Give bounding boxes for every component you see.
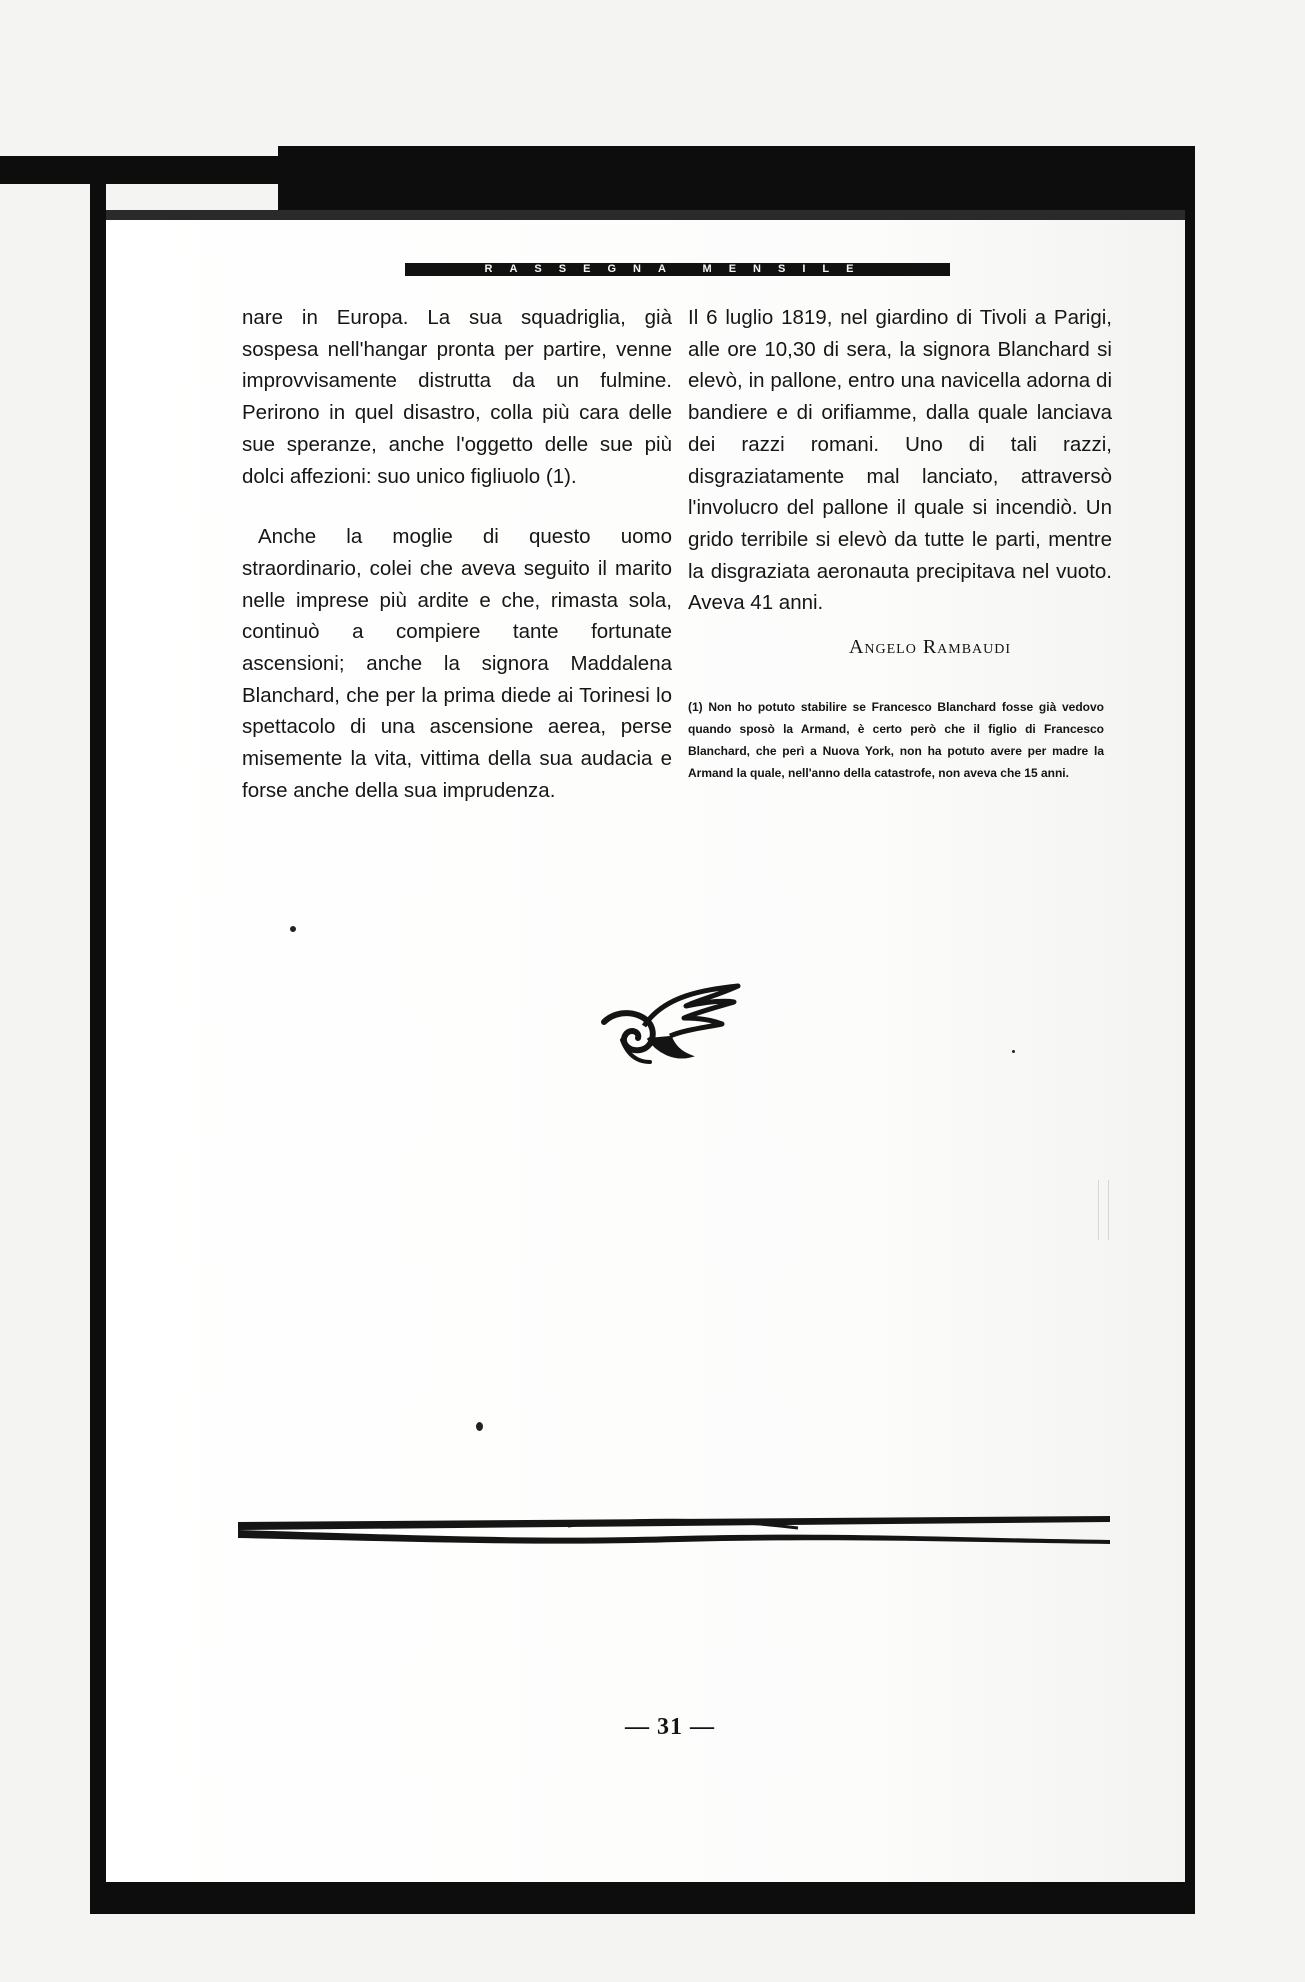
winged-flame-ornament-icon bbox=[598, 978, 746, 1068]
decorative-rule bbox=[238, 1512, 1110, 1548]
scan-speck bbox=[476, 1422, 483, 1431]
running-header: RASSEGNA MENSILE bbox=[405, 263, 950, 276]
scan-frame-left bbox=[90, 184, 106, 1914]
scan-frame-top-thin bbox=[0, 170, 278, 184]
left-paragraph-2: Anche la moglie di questo uomo straordinario, colei che aveva seguito il marito nelle imprese più ardite e che, rimasta sola, continuò a compiere tante fortunate ascensioni; anche la signora Maddalena Blanchard, che per la prima diede ai Torinesi lo spettacolo di una ascensione aerea, perse misemente la vita, vittima della sua audacia e forse anche della sua imprudenza. bbox=[242, 525, 672, 802]
right-column bbox=[688, 302, 1112, 619]
scan-speck bbox=[290, 926, 296, 932]
scan-artifact-line bbox=[1098, 1180, 1099, 1240]
left-paragraph-1: nare in Europa. La sua squadriglia, già sospesa nell'hangar pronta per partire, venne improvvisamente distrutta da un fulmine. Perirono in quel disastro, colla più cara delle sue speranze, anche l'oggetto delle sue più dolci affezioni: suo unico figliuolo (1). bbox=[242, 306, 672, 488]
left-column bbox=[242, 302, 672, 807]
author-name: Angelo Rambaudi bbox=[848, 636, 1012, 658]
page-number: — 31 — bbox=[625, 1714, 715, 1740]
scan-frame-bottom bbox=[90, 1882, 1195, 1914]
author-signature bbox=[740, 636, 1120, 659]
scan-artifact-line bbox=[1108, 1180, 1109, 1240]
scan-frame-notch bbox=[0, 146, 278, 156]
scan-frame-top-inner bbox=[278, 146, 1195, 210]
right-paragraph: Il 6 luglio 1819, nel giardino di Tivoli a Parigi, alle ore 10,30 di sera, la signora Blanchard si elevò, in pallone, entro una navicella adorna di bandiere e di orifiamme, dalla quale lanciava dei razzi romani. Uno di tali razzi, disgraziatamente mal lanciato, attraversò l'involucro del pallone il quale si incendiò. Un grido terribile si elevò da tutte le parti, mentre la disgraziata aeronauta precipitava nel vuoto. Aveva 41 anni. bbox=[688, 306, 1112, 615]
scan-frame-right bbox=[1185, 146, 1195, 1914]
scan-speck bbox=[1012, 1050, 1015, 1053]
footnote: (1) Non ho potuto stabilire se Francesco Blanchard fosse già vedovo quando sposò la Armand, è certo però che il figlio di Francesco Blanchard, che perì a Nuova York, non ha potuto avere per madre la Armand la quale, nell'anno della catastrofe, non aveva che 15 anni. bbox=[688, 700, 1104, 780]
